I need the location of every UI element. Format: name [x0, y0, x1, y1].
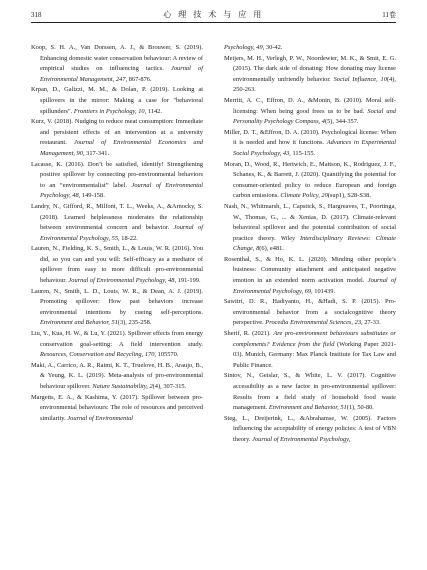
reference-source: Climate Policy, 20	[280, 192, 328, 200]
reference-text: Merritt, A. C., Effron, D. A., &Monin, B. (2010). Moral self-licensing: When being good frees us to be bad.	[224, 96, 396, 115]
reference-source: Environment and Behavior, 51	[40, 319, 118, 327]
reference-entry	[31, 287, 203, 329]
reference-source: Resources, Conservation and Recycling, 170	[40, 351, 155, 359]
reference-entry	[31, 361, 203, 393]
reference-pages: (3), 235-258.	[117, 319, 152, 327]
reference-pages: (sup1), S28-S38.	[327, 192, 371, 200]
reference-source: Journal of Environmental Psychology, 69	[233, 277, 396, 295]
references-right-column	[224, 43, 396, 446]
reference-entry	[31, 329, 203, 361]
reference-pages: (6), e481.	[259, 245, 284, 253]
reference-text: Maki, A., Carrico, A. R., Raimi, K. T., Truelove, H. B., Araujo, B., & Yeung, K. L. (2019). Meta-analysis of pro-environmental behaviour spillover.	[31, 361, 203, 390]
reference-source: Social Influence, 10	[333, 75, 387, 83]
reference-text: Liu, Y., Kua, H. W., & Lu, Y. (2021). Spillover effects from energy conservation goal-setting: A field intervention study.	[31, 330, 203, 348]
reference-text: Meijers, M. H., Verlegh, P. W., Noordewier, M. K., & Smit, E. G. (2015). The dark side of donating: How donating may license environmentally unfriendly behavior.	[224, 54, 396, 83]
reference-source: Journal of Environmental Management, 247	[40, 65, 203, 83]
reference-text: Miller, D. T., &Effron, D. A. (2010). Psychological license: When it is needed and how it functions.	[224, 128, 396, 147]
reference-pages: , 18-22.	[118, 234, 138, 242]
reference-text: Lauren, N., Smith, L. D., Louis, W. R., & Dean, A. J. (2019). Promoting spillover: How past behaviors increase environmental intentions by cueing self-perceptions.	[31, 287, 203, 316]
reference-entry	[31, 117, 203, 159]
reference-entry	[224, 96, 396, 128]
reference-text: Landry, N., Gifford, R., Milfont, T. L., Weeks, A., &Arnocky, S. (2018). Learned helplessness moderates the relationship between environmental concern and behavior.	[31, 202, 203, 232]
reference-entry	[224, 297, 396, 329]
reference-entry	[31, 244, 203, 286]
page-number: 318	[31, 11, 42, 19]
reference-pages: (5), 344-357.	[324, 118, 359, 126]
reference-text: Moran, D., Wood, R., Hertwich, E., Mattson, K., Rodriguez, J. F., Schanes, K., & Barrett, J. (2020). Quantifying the potential for consumer-oriented policy to reduce European and foreign carbon emissions.	[224, 160, 396, 200]
reference-pages: , 317-341.	[82, 149, 110, 157]
reference-pages: (4), 250-263.	[233, 75, 396, 94]
reference-source: Journal of Environmental Economics and Management, 90	[40, 139, 203, 157]
reference-source: Wiley Interdisciplinary Reviews: Climate Change, 8	[233, 234, 396, 253]
reference-source: Are pro-environment behaviours substitutes or complements? Evidence from the field	[233, 330, 396, 348]
reference-entry	[224, 54, 396, 96]
reference-entry	[31, 202, 203, 244]
reference-text: Lauren, N., Fielding, K. S., Smith, L., & Louis, W. R. (2016). You did, so you can and you will: Self-efficacy as a mediator of spillover from easy to more difficult pro-environmental behaviour.	[31, 245, 203, 285]
reference-entry	[224, 43, 396, 54]
reference-text: Krpan, D., Galizzi, M. M., & Dolan, P. (2019). Looking at spillovers in the mirror: Making a case for "behavioral spillunders".	[31, 86, 203, 115]
reference-source: Nature Sustainability, 2	[92, 383, 153, 390]
reference-source: Advances in Experimental Social Psychology, 43	[233, 139, 396, 157]
reference-pages: , 191-199.	[174, 277, 201, 285]
reference-text: Sintov, N., Geislar, S., & White, L. V. (2017). Cognitive accessibility as a new factor in pro-environmental spillover: Results from a field study of household food waste management.	[224, 372, 396, 412]
reference-text: Margetts, E. A., & Kashima, Y. (2017). Spillover between pro-environmental behaviours: The role of resources and perceived similarity.	[31, 393, 203, 422]
reference-pages: , 867-876.	[125, 75, 152, 83]
reference-entry	[224, 371, 396, 413]
reference-entry	[224, 414, 396, 446]
reference-source: Journal of Environmental Psychology, 55	[40, 224, 204, 242]
reference-source: Social and Personality Psychology Compass, 4	[233, 107, 396, 126]
reference-entry	[224, 160, 396, 202]
reference-pages: , 27-33.	[361, 319, 381, 327]
reference-text: Lacasse, K. (2016). Don’t be satisfied, identify! Strengthening positive spillover by connecting pro-environmental behaviors to an “environmentalist” label.	[31, 160, 203, 189]
reference-text: Sawitri, D. R., Hadiyanto, H., &Hadi, S. P. (2015). Pro-environmental behavior from a socialcognitive theory perspective.	[224, 298, 396, 327]
reference-entry	[224, 202, 396, 255]
reference-source: Journal of Environmental Psychology, 48	[40, 181, 203, 200]
reference-entry	[224, 255, 396, 297]
journal-title: 心 理 技 术 与 应 用	[163, 10, 264, 19]
reference-entry	[31, 160, 203, 202]
reference-source: Environment and Behavior, 51	[268, 404, 347, 412]
reference-source: Psychology, 49	[224, 44, 263, 51]
reference-entry	[224, 128, 396, 160]
reference-text: Rosenthal, S., & Ho, K. L. (2020). Minding other people’s business: Community attachment and anticipated negative emotion in an extended norm activation model.	[224, 255, 396, 285]
reference-source: Journal of Environmental Psychology,	[252, 435, 351, 443]
reference-text: Steg, L., Dreijerink, L., &Abrahamse, W. (2005). Factors influencing the acceptability of energy policies: A test of VBN theory.	[224, 414, 396, 443]
reference-pages: , 105570.	[154, 351, 179, 359]
reference-pages: , 1142.	[144, 107, 162, 115]
reference-entry	[224, 329, 396, 371]
reference-source: Journal of Environmental Psychology, 48	[68, 277, 175, 285]
reference-pages: , 149-158.	[78, 192, 105, 200]
reference-source: Journal of Environmental	[67, 414, 134, 422]
reference-pages: (Working Paper 2021-03). Munich, Germany: Max Planck Institute for Tax Law and Public Finance.	[233, 340, 396, 369]
reference-pages: , 30-42.	[262, 44, 283, 51]
reference-text: Koop, S. H. A., Van Dorssen, A. J., & Brouwer, S. (2019). Enhancing domestic water conservation behaviour: A review of empirical studies on influencing tactics.	[31, 44, 203, 73]
reference-pages: , 101439.	[311, 287, 336, 295]
reference-text: Kurz, V. (2018). Nudging to reduce meat consumption: Immediate and persistent effects of an intervention at a university restaurant.	[31, 118, 203, 147]
reference-text: Nash, N., Whitmarsh, L., Capstick, S., Hargreaves, T., Poortinga, W., Thomas, G., ... & Xenias, D. (2017). Climate-relevant behavioral spillover and the potential contribution of social practice theory.	[224, 202, 396, 242]
reference-entry	[31, 43, 203, 85]
volume-label: 11卷	[382, 11, 396, 19]
references-left-column	[31, 43, 203, 424]
reference-text: Sherif, R. (2021).	[224, 330, 274, 338]
reference-pages: (4), 307-315.	[152, 383, 187, 390]
reference-entry	[31, 85, 203, 117]
reference-pages: (1), 50-80.	[346, 404, 374, 412]
reference-entry	[31, 393, 203, 425]
running-header	[31, 9, 396, 23]
reference-pages: , 115-155.	[289, 149, 316, 157]
reference-source: Frontiers in Psychology, 10	[73, 107, 145, 115]
reference-source: Procedia Environmental Sciences, 23	[265, 319, 362, 327]
